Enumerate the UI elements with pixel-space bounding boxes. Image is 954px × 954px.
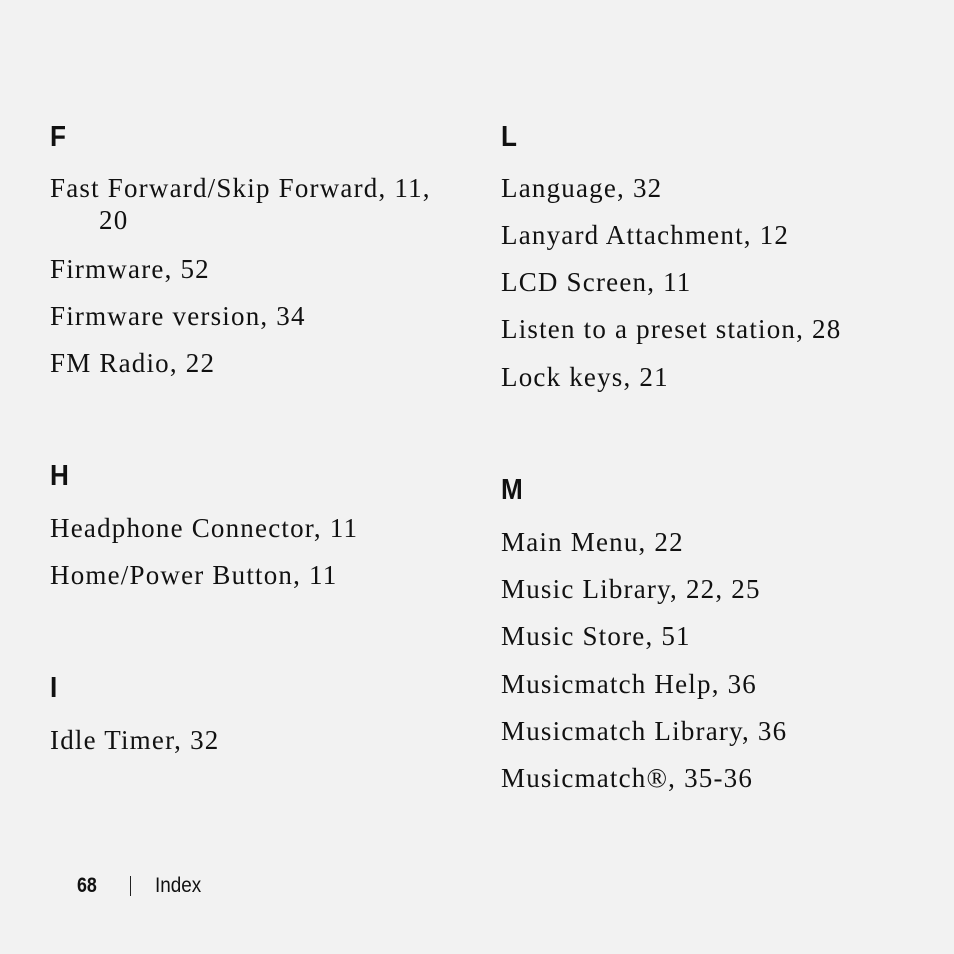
index-entry-idle-timer[interactable]: Idle Timer, 32: [50, 725, 220, 755]
index-entry-fast-forward[interactable]: [50, 172, 431, 236]
index-entry-musicmatch-help[interactable]: Musicmatch Help, 36: [501, 669, 758, 699]
section-name: Index: [155, 874, 202, 897]
index-entry-lcd-screen[interactable]: LCD Screen, 11: [501, 267, 692, 297]
index-entry-listen-preset-station[interactable]: Listen to a preset station, 28: [501, 314, 842, 344]
heading-f: F: [50, 121, 66, 153]
heading-h: H: [50, 460, 69, 492]
index-entry-lock-keys[interactable]: Lock keys, 21: [501, 362, 669, 392]
index-entry-firmware-version[interactable]: Firmware version, 34: [50, 301, 306, 331]
index-entry-firmware[interactable]: Firmware, 52: [50, 254, 210, 284]
index-entry-headphone-connector[interactable]: Headphone Connector, 11: [50, 513, 359, 543]
index-entry-music-store[interactable]: Music Store, 51: [501, 621, 691, 651]
index-entry-musicmatch[interactable]: Musicmatch®, 35-36: [501, 763, 754, 793]
index-entry-main-menu[interactable]: Main Menu, 22: [501, 527, 684, 557]
index-entry-musicmatch-library[interactable]: Musicmatch Library, 36: [501, 716, 788, 746]
heading-l: L: [501, 121, 517, 153]
index-entry-language[interactable]: Language, 32: [501, 173, 663, 203]
heading-i: I: [50, 672, 58, 704]
index-entry-music-library[interactable]: Music Library, 22, 25: [501, 574, 761, 604]
footer-divider: [130, 876, 131, 896]
index-entry-fm-radio[interactable]: FM Radio, 22: [50, 348, 216, 378]
page-number: 68: [77, 874, 97, 897]
index-entry-lanyard-attachment[interactable]: Lanyard Attachment, 12: [501, 220, 790, 250]
heading-m: M: [501, 474, 523, 506]
index-entry-home-power-button[interactable]: Home/Power Button, 11: [50, 560, 338, 590]
index-entry-text: Fast Forward/Skip Forward, 11,: [50, 173, 431, 203]
index-entry-continuation: 20: [99, 205, 129, 235]
